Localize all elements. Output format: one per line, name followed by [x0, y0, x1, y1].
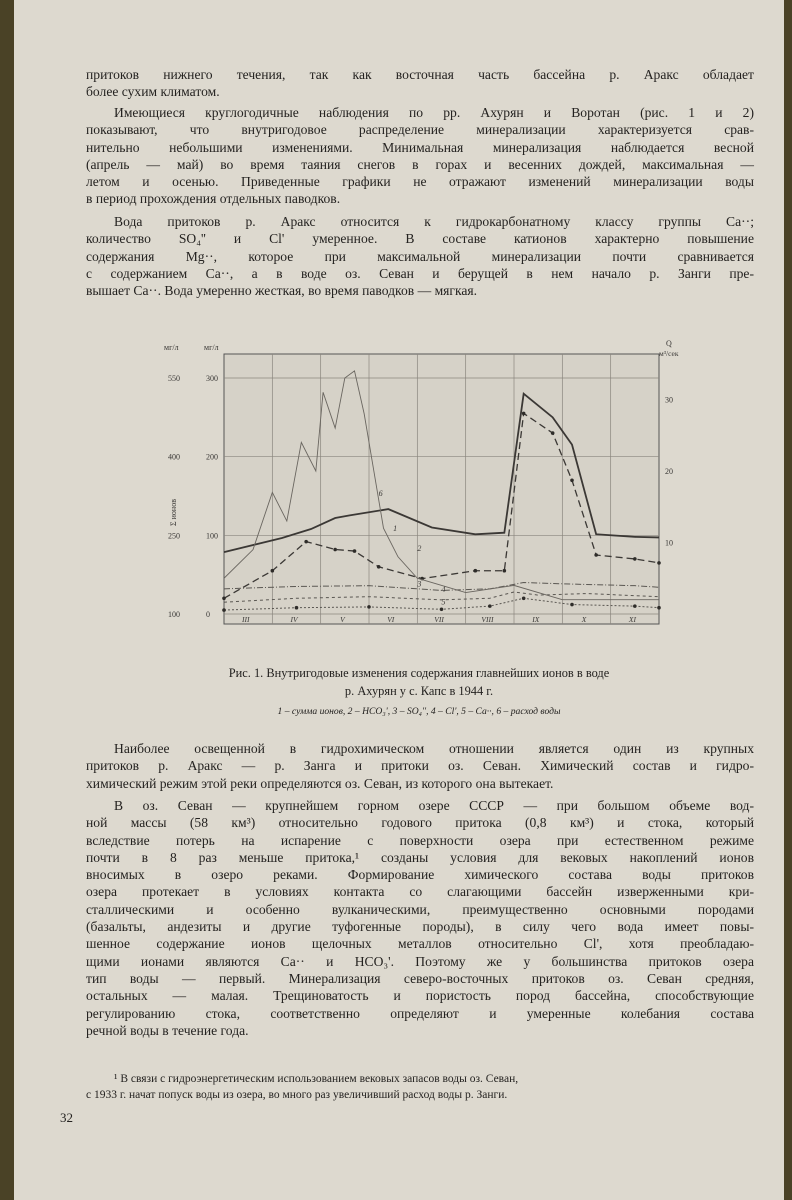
tick-label-outer: 550	[168, 374, 180, 383]
series-point	[657, 561, 661, 565]
text-line: Имеющиеся круглогодичные наблюдения по рр. Ахурян и Воротан (рис. 1 и 2)	[114, 105, 754, 120]
text-line: речной воды в течение года.	[86, 1022, 249, 1038]
footnote-line: ¹ В связи с гидроэнергетическим использованием вековых запасов воды оз. Севан,	[114, 1073, 519, 1085]
text-line: количество SO₄'' и Cl' умеренное. В составе катионов характерно повышение	[86, 231, 754, 247]
text-line: ной массы (58 км³) относительно годового притока (0,8 км³) и стока, который	[86, 815, 754, 831]
month-label: VIII	[481, 615, 494, 624]
tick-label-right: 20	[665, 466, 673, 476]
tick-label-inner: 0	[206, 610, 210, 619]
series-point	[657, 606, 661, 610]
caption-line: р. Ахурян у с. Капс в 1944 г.	[344, 684, 494, 698]
month-label: IX	[532, 615, 540, 624]
month-label: VII	[434, 615, 444, 624]
tick-label-outer: 100	[168, 610, 180, 619]
text-line: (апрель — май) во время таяния снегов в горах и весенних дождей, максимальная —	[86, 156, 754, 172]
series-point	[377, 565, 381, 569]
plot-frame	[224, 354, 659, 624]
series-point	[488, 604, 492, 608]
book-page	[14, 0, 784, 1200]
series-point	[570, 603, 574, 607]
tick-label-outer: 250	[168, 531, 180, 541]
month-label: IV	[290, 615, 298, 624]
text-line: озера протекает в условиях контакта со слагающими бассейн изверженными кри-	[86, 884, 754, 900]
series-point	[271, 569, 275, 573]
month-label: V	[340, 615, 345, 624]
text-line: вследствие потерь на испарение с поверхности озера при естественном режиме	[86, 832, 754, 848]
series-point	[594, 553, 598, 557]
curve-label: 1	[393, 524, 398, 534]
month-label: VI	[387, 615, 395, 624]
series-point	[295, 606, 299, 610]
rotated-axis-label: Σ ионов	[169, 499, 178, 526]
right-unit-q: Q	[666, 339, 672, 348]
text-line: В оз. Севан — крупнейшем горном озере СССР — при большом объеме вод-	[114, 798, 754, 813]
tick-label-inner: 300	[206, 374, 218, 383]
series-point	[522, 412, 526, 416]
month-label: XI	[628, 615, 636, 624]
top-paragraph	[86, 66, 754, 101]
text-line: вносимых в озеро реками. Формирование химического состава воды притоков	[86, 867, 754, 883]
figure-caption	[114, 664, 724, 700]
tick-label-right: 10	[665, 538, 673, 548]
text-line: показывают, что внутригодовое распределение минерализации характеризуется срав-	[86, 122, 754, 138]
series-point	[522, 596, 526, 600]
curve-label: 2	[417, 544, 422, 554]
text-line: остальных — малая. Трещиноватость и пористость пород бассейна, способствующие	[86, 988, 754, 1004]
right-unit: м³/сек	[659, 349, 679, 358]
text-line: шенное содержание ионов щелочных металлов относительно Cl', хотя преобладаю-	[86, 936, 754, 952]
figure-legend: 1 – сумма ионов, 2 – HCO₃', 3 – SO₄'', 4 – Cl', 5 – Ca··, 6 – расход воды	[277, 706, 561, 717]
series-point	[353, 549, 357, 553]
series-point	[304, 540, 308, 544]
tick-label-right: 30	[665, 395, 673, 405]
text-line: с содержанием Ca··, а в воде оз. Севан и берущей в нем начало р. Занги пре-	[86, 265, 754, 281]
series-point	[474, 569, 478, 573]
paragraph-class	[86, 213, 754, 299]
page-number: 32	[60, 1110, 73, 1125]
tick-label-outer: 400	[168, 452, 180, 462]
figure-1-chart	[154, 338, 709, 656]
text-line: вышает Ca··. Вода умеренно жесткая, во время паводков — мягкая.	[86, 283, 478, 299]
series-point	[440, 607, 444, 611]
left-unit-outer: мг/л	[164, 343, 179, 352]
text-line: почти в 8 раз меньше притока,¹ созданы условия для вековых накоплений ионов	[86, 849, 754, 865]
text-line: щими ионами являются Ca·· и HCO₃'. Поэтому же у большинства притоков озера	[86, 953, 754, 969]
footnote-line: с 1933 г. начат попуск воды из озера, во много раз увеличивший расход воды р. Занги.	[86, 1088, 508, 1101]
tick-label-inner: 100	[206, 531, 218, 541]
left-unit-inner: мг/л	[204, 343, 219, 352]
series-point	[503, 569, 507, 573]
caption-line: Рис. 1. Внутригодовые изменения содержания главнейших ионов в воде	[228, 666, 610, 680]
text-line: сталлическими и особенно вулканическими, преимущественно основными породами	[86, 901, 754, 917]
text-line: регулированию стока, соответственно определяют и умеренные колебания состава	[86, 1005, 754, 1021]
curve-label: 5	[441, 597, 446, 607]
series-point	[633, 604, 637, 608]
series-point	[367, 605, 371, 609]
footnote	[86, 1072, 754, 1103]
text-line: притоков нижнего течения, так как восточная часть бассейна р. Аракс обладает	[86, 67, 754, 82]
text-line: притоков р. Аракс — р. Занга и притоки оз. Севан. Химический состав и гидро-	[86, 758, 754, 774]
text-line: в период прохождения отдельных паводков.	[86, 191, 341, 207]
series-point	[222, 608, 226, 612]
series-point	[551, 431, 555, 435]
tick-label-inner: 200	[206, 452, 218, 462]
series-point	[222, 596, 226, 600]
text-line: (базальты, андезиты и другие туфогенные породы), в силу чего вода имеет повы-	[86, 919, 754, 935]
month-label: X	[581, 615, 587, 624]
text-line: Наиболее освещенной в гидрохимическом отношении является один из крупных	[114, 741, 754, 756]
text-line: Вода притоков р. Аракс относится к гидрокарбонатному классу группы Ca··;	[114, 214, 754, 229]
paragraph-zanga	[86, 740, 754, 792]
series-point	[333, 548, 337, 552]
paragraph-observations	[86, 104, 754, 208]
text-line: химический режим этой реки определяются оз. Севан, из которого она вытекает.	[86, 775, 554, 791]
curve-label: 4	[441, 584, 446, 594]
series-point	[633, 557, 637, 561]
text-line: летом и осенью. Приведенные графики не отражают изменений минерализации воды	[86, 174, 754, 190]
curve-label: 3	[417, 579, 422, 589]
text-line: более сухим климатом.	[86, 84, 220, 100]
month-label: III	[242, 615, 250, 624]
series-point	[570, 478, 574, 482]
curve-label: 6	[378, 489, 383, 498]
paragraph-sevan	[86, 797, 754, 1039]
text-line: нительно небольшими изменениями. Минимальная минерализация наблюдается весной	[86, 139, 754, 155]
text-line: тип воды — первый. Минерализация северо-восточных притоков оз. Севан средняя,	[86, 970, 754, 986]
text-line: содержания Mg··, которое при максимальной минерализации почти сравнивается	[86, 248, 754, 264]
